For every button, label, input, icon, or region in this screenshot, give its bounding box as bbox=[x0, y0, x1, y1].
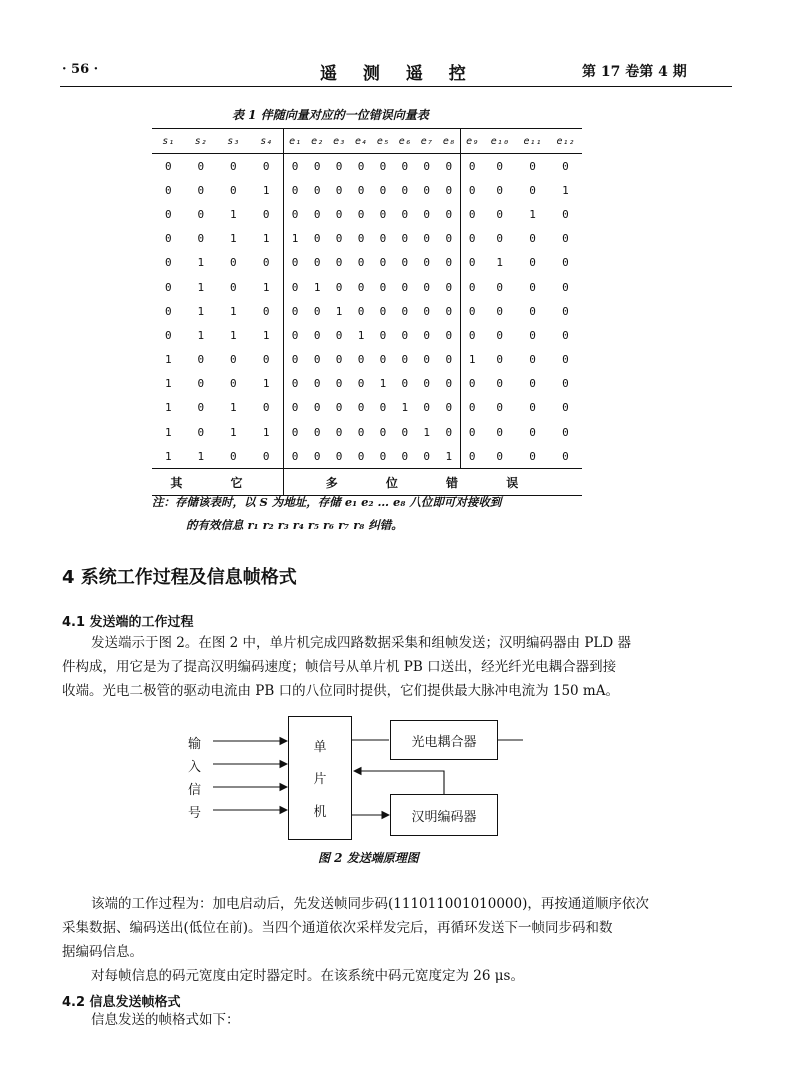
table-cell: 0 bbox=[250, 251, 284, 275]
table-cell: 0 bbox=[357, 280, 365, 294]
table-cell: 0 bbox=[164, 183, 172, 197]
table-cell: 1 bbox=[229, 304, 237, 318]
table-cell: 0 bbox=[468, 328, 476, 342]
table-cell: 1 bbox=[197, 328, 205, 342]
table-cell: 0 bbox=[468, 207, 476, 221]
table-cell: 0 bbox=[379, 207, 387, 221]
table-cell: 0 bbox=[313, 328, 321, 342]
table-cell: 0 bbox=[164, 232, 172, 246]
table-cell: 0 bbox=[562, 304, 569, 318]
table-cell: 0 bbox=[197, 353, 205, 367]
table-cell: 0 bbox=[529, 353, 536, 367]
table-cell: 0 bbox=[438, 372, 461, 396]
table-cell: 0 bbox=[250, 396, 284, 420]
header-cell: e₅ bbox=[372, 129, 394, 154]
table-cell: 0 bbox=[250, 444, 284, 469]
table-cell: 0 bbox=[496, 449, 504, 463]
table-cell: 1 bbox=[529, 207, 536, 221]
table-cell: 0 bbox=[562, 232, 569, 246]
header-cell: e₁₀ bbox=[483, 129, 516, 154]
table-cell: 0 bbox=[423, 353, 431, 367]
table-cell: 0 bbox=[423, 401, 431, 415]
table-cell: 0 bbox=[229, 377, 237, 391]
table-cell: 0 bbox=[468, 449, 476, 463]
table-cell: 0 bbox=[529, 256, 536, 270]
table-cell: 0 bbox=[438, 348, 461, 372]
volume-issue: 第 17 卷第 4 期 bbox=[582, 64, 687, 80]
table-cell: 0 bbox=[313, 401, 321, 415]
header-cell: e₂ bbox=[306, 129, 328, 154]
table-cell: 0 bbox=[468, 425, 476, 439]
table-cell: 0 bbox=[379, 304, 387, 318]
page-number: · 56 · bbox=[62, 62, 99, 77]
footer-multi-bit-error: 多 位 错 误 bbox=[283, 469, 582, 496]
table-cell: 0 bbox=[468, 256, 476, 270]
table-cell: 0 bbox=[423, 449, 431, 463]
table-cell: 1 bbox=[250, 178, 284, 202]
table-cell: 0 bbox=[379, 159, 387, 173]
table-cell: 0 bbox=[401, 280, 409, 294]
table-cell: 0 bbox=[468, 377, 476, 391]
header-cell: s₄ bbox=[250, 129, 284, 154]
table-cell: 0 bbox=[562, 256, 569, 270]
section-4-1-title: 4.1 发送端的工作过程 bbox=[62, 615, 194, 630]
table-cell: 0 bbox=[197, 159, 205, 173]
table-cell: 0 bbox=[335, 401, 343, 415]
table-cell: 0 bbox=[401, 425, 409, 439]
table-cell: 0 bbox=[379, 183, 387, 197]
table-cell: 0 bbox=[496, 353, 504, 367]
table-cell: 0 bbox=[291, 256, 299, 270]
para-1-line-1: 发送端示于图 2。在图 2 中，单片机完成四路数据采集和组帧发送；汉明编码器由 PLD 器 bbox=[91, 635, 632, 651]
table-cell: 0 bbox=[468, 280, 476, 294]
table-cell: 0 bbox=[357, 304, 365, 318]
table-cell: 0 bbox=[197, 183, 205, 197]
table-cell: 0 bbox=[164, 328, 172, 342]
table-cell: 0 bbox=[229, 353, 237, 367]
table-cell: 0 bbox=[357, 401, 365, 415]
table-cell: 1 bbox=[197, 280, 205, 294]
table-cell: 1 bbox=[164, 377, 172, 391]
table-cell: 0 bbox=[357, 207, 365, 221]
table-cell: 0 bbox=[357, 232, 365, 246]
table-cell: 0 bbox=[291, 280, 299, 294]
para-2-line-2: 采集数据、编码送出(低位在前)。当四个通道依次采样发完后，再循环发送下一帧同步码和数 bbox=[62, 920, 613, 936]
table-cell: 0 bbox=[291, 207, 299, 221]
table-cell: 0 bbox=[529, 328, 536, 342]
table-cell: 0 bbox=[423, 183, 431, 197]
table-cell: 0 bbox=[379, 232, 387, 246]
table-cell: 0 bbox=[335, 207, 343, 221]
table-cell: 0 bbox=[468, 232, 476, 246]
mcu-char-1: 单 bbox=[313, 739, 327, 755]
table-cell: 0 bbox=[250, 154, 284, 179]
table-cell: 1 bbox=[197, 256, 205, 270]
table-cell: 0 bbox=[379, 328, 387, 342]
table-cell: 0 bbox=[313, 377, 321, 391]
table-cell: 0 bbox=[379, 256, 387, 270]
table-cell: 0 bbox=[438, 251, 461, 275]
table-cell: 1 bbox=[468, 353, 476, 367]
table-cell: 0 bbox=[468, 401, 476, 415]
table-cell: 0 bbox=[291, 425, 299, 439]
table-cell: 0 bbox=[438, 323, 461, 347]
table-cell: 0 bbox=[496, 232, 504, 246]
table-cell: 0 bbox=[229, 256, 237, 270]
table-cell: 0 bbox=[468, 304, 476, 318]
table-cell: 1 bbox=[496, 256, 504, 270]
table-cell: 0 bbox=[423, 159, 431, 173]
para-2-line-1: 该端的工作过程为：加电启动后，先发送帧同步码(111011001010000)，再按通道顺序依次 bbox=[91, 896, 649, 912]
table-cell: 0 bbox=[197, 425, 205, 439]
table-cell: 0 bbox=[229, 280, 237, 294]
table-cell: 0 bbox=[496, 401, 504, 415]
table-cell: 0 bbox=[423, 280, 431, 294]
table-cell: 0 bbox=[335, 159, 343, 173]
table-cell: 0 bbox=[562, 353, 569, 367]
table-cell: 1 bbox=[401, 401, 409, 415]
table-cell: 0 bbox=[496, 304, 504, 318]
footer-other: 其 它 bbox=[152, 469, 283, 496]
para-1-line-2: 件构成，用它是为了提高汉明编码速度；帧信号从单片机 PB 口送出，经光纤光电耦合器到接 bbox=[62, 659, 617, 675]
table-cell: 1 bbox=[164, 401, 172, 415]
mcu-char-2: 片 bbox=[313, 772, 327, 788]
table-cell: 1 bbox=[164, 425, 172, 439]
table-cell: 0 bbox=[379, 280, 387, 294]
table-cell: 0 bbox=[379, 449, 387, 463]
table-cell: 0 bbox=[562, 159, 569, 173]
table-cell: 1 bbox=[379, 377, 387, 391]
para-2-line-3: 据编码信息。 bbox=[62, 944, 143, 960]
section-4-2-title: 4.2 信息发送帧格式 bbox=[62, 995, 181, 1010]
table-cell: 0 bbox=[357, 159, 365, 173]
table-cell: 0 bbox=[250, 348, 284, 372]
table-cell: 0 bbox=[438, 227, 461, 251]
table-cell: 1 bbox=[229, 232, 237, 246]
table-cell: 0 bbox=[401, 353, 409, 367]
table-cell: 0 bbox=[496, 159, 504, 173]
header-cell: s₂ bbox=[185, 129, 218, 154]
table-cell: 0 bbox=[197, 377, 205, 391]
header-cell: e₁₂ bbox=[549, 129, 582, 154]
header-cell: e₁₁ bbox=[516, 129, 549, 154]
input-label-char-4: 号 bbox=[188, 806, 202, 821]
table-cell: 0 bbox=[197, 232, 205, 246]
table-cell: 0 bbox=[357, 425, 365, 439]
input-label-char-2: 入 bbox=[188, 760, 202, 775]
table-note-line-1: 注：存储该表时，以 S 为地址，存储 e₁ e₂ … e₈ 八位即可对接收到 bbox=[152, 495, 502, 509]
table-cell: 0 bbox=[291, 353, 299, 367]
table-cell: 0 bbox=[438, 202, 461, 226]
table-cell: 0 bbox=[357, 353, 365, 367]
table-cell: 0 bbox=[335, 183, 343, 197]
table-cell: 1 bbox=[438, 444, 461, 469]
header-cell: e₆ bbox=[394, 129, 416, 154]
table-cell: 0 bbox=[423, 207, 431, 221]
table-cell: 0 bbox=[529, 159, 536, 173]
table-cell: 0 bbox=[313, 353, 321, 367]
table-cell: 0 bbox=[423, 232, 431, 246]
header-cell: e₉ bbox=[461, 129, 484, 154]
table-cell: 1 bbox=[229, 328, 237, 342]
table-cell: 0 bbox=[313, 304, 321, 318]
table-cell: 0 bbox=[313, 183, 321, 197]
table-cell: 1 bbox=[357, 328, 365, 342]
table-cell: 1 bbox=[164, 353, 172, 367]
header-cell: e₃ bbox=[328, 129, 350, 154]
table-cell: 1 bbox=[250, 372, 284, 396]
table-cell: 0 bbox=[529, 304, 536, 318]
mcu-char-3: 机 bbox=[313, 805, 327, 821]
table-cell: 0 bbox=[229, 183, 237, 197]
table-cell: 0 bbox=[401, 159, 409, 173]
table-cell: 0 bbox=[335, 232, 343, 246]
table-cell: 1 bbox=[164, 449, 172, 463]
table-cell: 0 bbox=[438, 420, 461, 444]
table-cell: 0 bbox=[529, 232, 536, 246]
table-cell: 0 bbox=[291, 159, 299, 173]
table-cell: 0 bbox=[438, 396, 461, 420]
table-cell: 0 bbox=[164, 280, 172, 294]
table-caption: 表 1 伴随向量对应的一位错误向量表 bbox=[232, 108, 429, 122]
table-cell: 0 bbox=[401, 377, 409, 391]
table-cell: 0 bbox=[357, 449, 365, 463]
table-cell: 0 bbox=[401, 328, 409, 342]
table-cell: 0 bbox=[423, 328, 431, 342]
table-cell: 0 bbox=[291, 377, 299, 391]
header-cell: s₃ bbox=[217, 129, 250, 154]
header-cell: e₁ bbox=[283, 129, 306, 154]
table-cell: 0 bbox=[379, 401, 387, 415]
table-cell: 0 bbox=[335, 425, 343, 439]
header-cell: s₁ bbox=[152, 129, 185, 154]
table-cell: 0 bbox=[529, 183, 536, 197]
table-cell: 0 bbox=[401, 207, 409, 221]
table-cell: 0 bbox=[529, 377, 536, 391]
figure-caption: 图 2 发送端原理图 bbox=[318, 851, 419, 865]
table-cell: 0 bbox=[164, 159, 172, 173]
table-cell: 0 bbox=[468, 183, 476, 197]
table-cell: 0 bbox=[562, 449, 569, 463]
table-cell: 1 bbox=[335, 304, 343, 318]
table-cell: 0 bbox=[197, 401, 205, 415]
table-cell: 0 bbox=[438, 299, 461, 323]
table-cell: 0 bbox=[529, 401, 536, 415]
table-cell: 0 bbox=[291, 304, 299, 318]
table-cell: 0 bbox=[562, 280, 569, 294]
table-cell: 0 bbox=[291, 328, 299, 342]
table-cell: 0 bbox=[335, 328, 343, 342]
table-cell: 0 bbox=[401, 304, 409, 318]
table-cell: 0 bbox=[313, 449, 321, 463]
table-cell: 0 bbox=[562, 207, 569, 221]
para-3: 对每帧信息的码元宽度由定时器定时。在该系统中码元宽度定为 26 μs。 bbox=[91, 968, 524, 984]
header-cell: e₈ bbox=[438, 129, 461, 154]
table-cell: 1 bbox=[291, 232, 299, 246]
table-cell: 0 bbox=[468, 159, 476, 173]
table-cell: 1 bbox=[197, 304, 205, 318]
table-cell: 0 bbox=[291, 183, 299, 197]
table-cell: 0 bbox=[164, 304, 172, 318]
para-4: 信息发送的帧格式如下： bbox=[91, 1012, 240, 1028]
table-cell: 1 bbox=[250, 323, 284, 347]
optocoupler-label: 光电耦合器 bbox=[411, 734, 477, 750]
para-1-line-3: 收端。光电二极管的驱动电流由 PB 口的八位同时提供，它们提供最大脉冲电流为 150 mA。 bbox=[62, 683, 619, 699]
table-cell: 0 bbox=[529, 449, 536, 463]
table-cell: 0 bbox=[164, 207, 172, 221]
table-cell: 0 bbox=[379, 353, 387, 367]
table-cell: 1 bbox=[562, 183, 569, 197]
journal-title: 遥 测 遥 控 bbox=[320, 64, 476, 84]
table-cell: 0 bbox=[335, 377, 343, 391]
table-cell: 0 bbox=[313, 207, 321, 221]
table-cell: 1 bbox=[423, 425, 431, 439]
table-cell: 0 bbox=[250, 299, 284, 323]
table-note-line-2: 的有效信息 r₁ r₂ r₃ r₄ r₅ r₆ r₇ r₈ 纠错。 bbox=[186, 518, 403, 532]
table-cell: 0 bbox=[229, 159, 237, 173]
table-cell: 0 bbox=[401, 183, 409, 197]
header-cell: e₇ bbox=[416, 129, 438, 154]
table-cell: 0 bbox=[197, 207, 205, 221]
input-label-char-3: 信 bbox=[188, 783, 202, 798]
table-cell: 0 bbox=[357, 377, 365, 391]
table-cell: 1 bbox=[229, 207, 237, 221]
encoder-to-mcu-arrow bbox=[354, 771, 444, 794]
table-cell: 0 bbox=[438, 275, 461, 299]
section-4-title: 4 系统工作过程及信息帧格式 bbox=[62, 567, 297, 588]
table-cell: 0 bbox=[335, 256, 343, 270]
table-cell: 0 bbox=[335, 280, 343, 294]
table-cell: 0 bbox=[401, 449, 409, 463]
table-cell: 0 bbox=[562, 377, 569, 391]
table-cell: 1 bbox=[229, 401, 237, 415]
table-cell: 1 bbox=[197, 449, 205, 463]
table-cell: 0 bbox=[562, 425, 569, 439]
table-cell: 0 bbox=[313, 159, 321, 173]
table-cell: 0 bbox=[496, 328, 504, 342]
table-cell: 0 bbox=[313, 256, 321, 270]
table-cell: 0 bbox=[335, 449, 343, 463]
table-cell: 0 bbox=[313, 232, 321, 246]
table-cell: 0 bbox=[496, 425, 504, 439]
table-cell: 0 bbox=[423, 304, 431, 318]
table-cell: 0 bbox=[164, 256, 172, 270]
table-cell: 0 bbox=[438, 154, 461, 179]
table-cell: 0 bbox=[229, 449, 237, 463]
table-cell: 0 bbox=[250, 202, 284, 226]
table-cell: 0 bbox=[496, 207, 504, 221]
table-cell: 0 bbox=[423, 256, 431, 270]
table-cell: 0 bbox=[529, 425, 536, 439]
table-cell: 0 bbox=[496, 183, 504, 197]
input-label-char-1: 输 bbox=[188, 737, 202, 752]
table-cell: 1 bbox=[250, 275, 284, 299]
table-cell: 0 bbox=[401, 232, 409, 246]
table-cell: 0 bbox=[562, 328, 569, 342]
table-cell: 1 bbox=[250, 227, 284, 251]
header-cell: e₄ bbox=[350, 129, 372, 154]
table-cell: 0 bbox=[291, 449, 299, 463]
table-cell: 1 bbox=[250, 420, 284, 444]
table-cell: 0 bbox=[357, 256, 365, 270]
table-cell: 0 bbox=[379, 425, 387, 439]
table-cell: 0 bbox=[496, 280, 504, 294]
table-cell: 0 bbox=[562, 401, 569, 415]
table-cell: 0 bbox=[291, 401, 299, 415]
table-cell: 0 bbox=[401, 256, 409, 270]
table-cell: 1 bbox=[229, 425, 237, 439]
table-cell: 0 bbox=[357, 183, 365, 197]
table-cell: 1 bbox=[313, 280, 321, 294]
table-cell: 0 bbox=[529, 280, 536, 294]
table-cell: 0 bbox=[313, 425, 321, 439]
hamming-encoder-label: 汉明编码器 bbox=[411, 809, 477, 825]
table-cell: 0 bbox=[335, 353, 343, 367]
table-cell: 0 bbox=[438, 178, 461, 202]
table-cell: 0 bbox=[496, 377, 504, 391]
table-cell: 0 bbox=[423, 377, 431, 391]
